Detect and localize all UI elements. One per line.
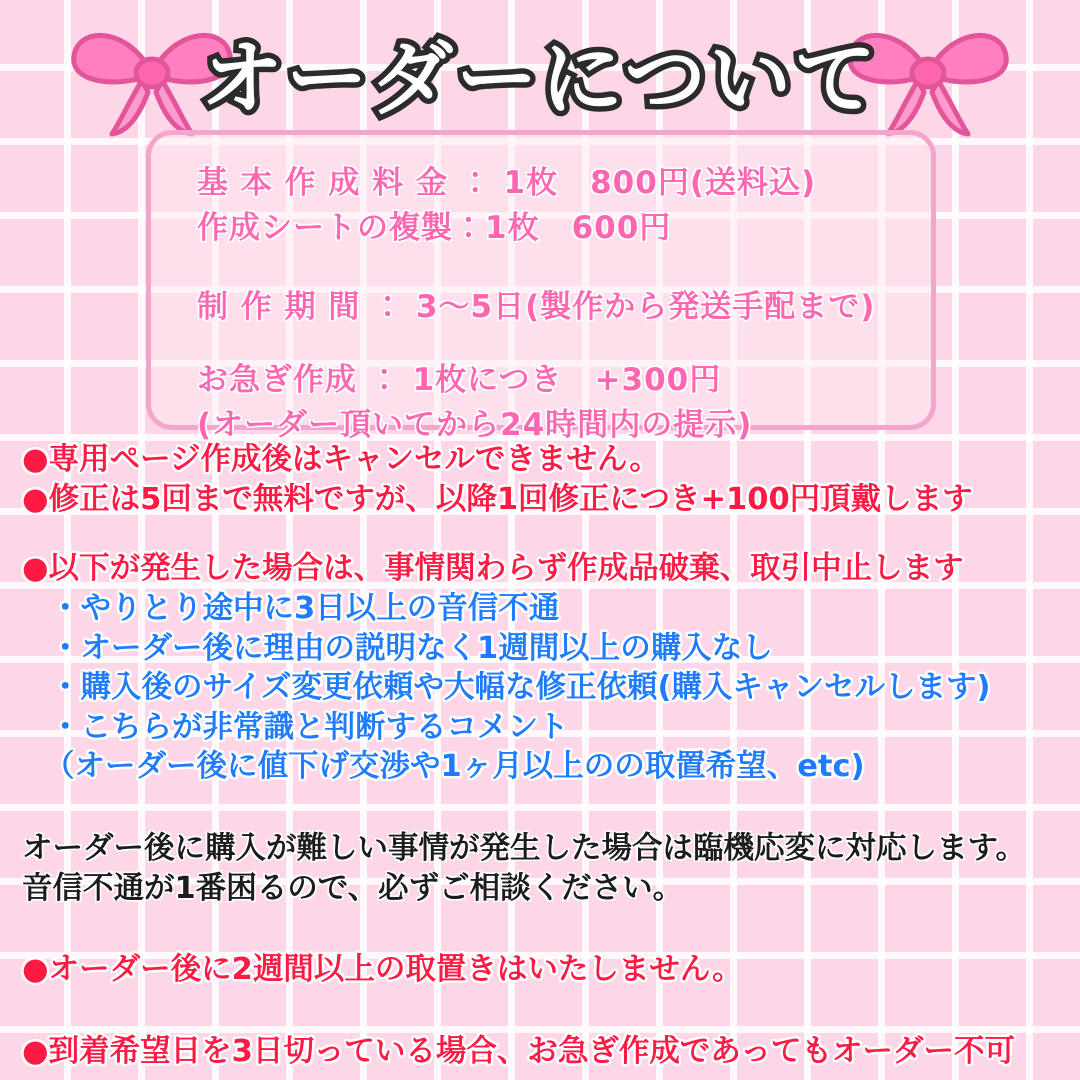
notice-deadline: ●到着希望日を3日切っている場合、お急ぎ作成であってもオーダー不可: [22, 1034, 1016, 1070]
notice-no-hold: ●オーダー後に2週間以上の取置きはいたしません。: [22, 952, 743, 988]
notice-cancellation-heading: ●以下が発生した場合は、事情関わらず作成品破棄、取引中止します: [22, 551, 964, 587]
copy-price-line: 作成シートの複製：1枚 600円: [197, 209, 672, 246]
list-item: ・やりとり途中に3日以上の音信不通: [50, 590, 560, 626]
list-item: ・オーダー後に理由の説明なく1週間以上の購入なし: [50, 630, 773, 666]
page-title: オーダーについて: [200, 32, 880, 127]
rush-fee-line: お急ぎ作成 ： 1枚につき +300円: [197, 361, 722, 398]
rush-note-line: (オーダー頂いてから24時間内の提示): [197, 406, 753, 443]
title-area: [0, 0, 1080, 128]
notices-area: [22, 440, 1066, 1072]
pricing-info-card: [146, 130, 936, 443]
flexible-response-line-2: 音信不通が1番困るので、必ずご相談ください。: [22, 870, 684, 906]
base-price-line: 基 本 作 成 料 金 ： 1枚 800円(送料込): [197, 165, 817, 201]
list-item: ・こちらが非常識と判断するコメント: [50, 709, 569, 745]
notice-revision-fee: ●修正は5回まで無料ですが、以降1回修正につき+100円頂戴します: [22, 481, 973, 517]
notice-no-cancel: ●専用ページ作成後はキャンセルできません。: [22, 442, 660, 477]
flexible-response-line-1: オーダー後に購入が難しい事情が発生した場合は臨機応変に対応します。: [22, 831, 1027, 867]
list-item: ・購入後のサイズ変更依頼や大幅な修正依頼(購入キャンセルします): [50, 670, 991, 706]
list-item-note: （オーダー後に値下げ交渉や1ヶ月以上のの取置希望、etc): [44, 749, 865, 785]
production-period-line: 制 作 期 間 ： 3〜5日(製作から発送手配まで): [197, 288, 876, 325]
